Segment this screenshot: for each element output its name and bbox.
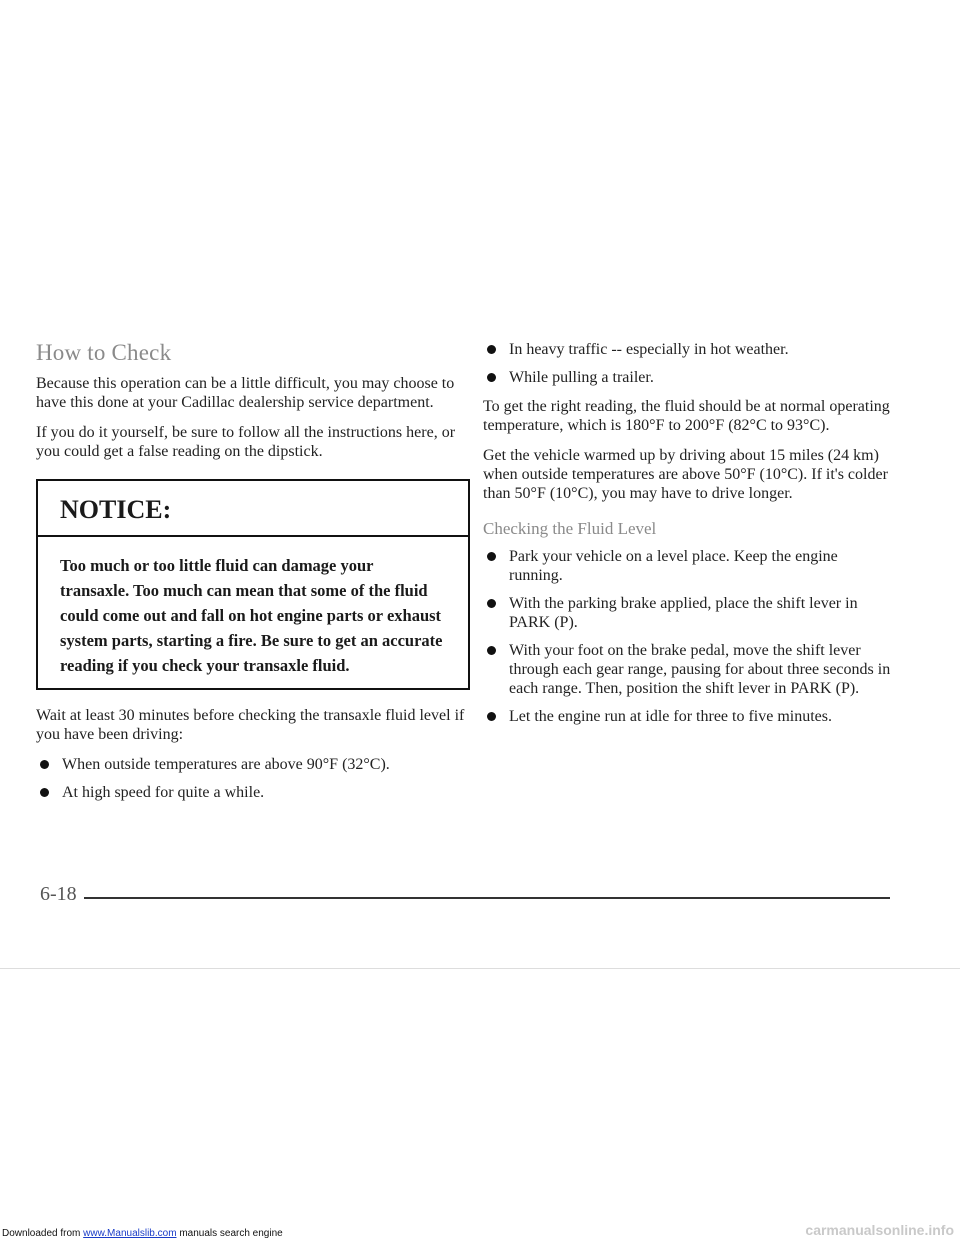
banner-suffix: manuals search engine: [179, 1228, 283, 1239]
list-item-text: With your foot on the brake pedal, move the shift lever through each gear range, pausing for about three seconds in each range. Then, position the shift lever in PARK (P).: [509, 642, 891, 697]
notice-box: [36, 479, 470, 690]
list-item-text: With the parking brake applied, place the shift lever in PARK (P).: [509, 595, 858, 631]
list-item-text: When outside temperatures are above 90°F (32°C).: [62, 756, 390, 773]
right-column: [483, 340, 893, 736]
footer-rule: [84, 897, 890, 899]
bullet-icon: [487, 646, 496, 655]
watermark: carmanualsonline.info: [805, 1222, 954, 1238]
list-item: [483, 594, 893, 632]
download-banner: [2, 1228, 283, 1239]
list-item: [36, 755, 470, 774]
bullet-icon: [40, 760, 49, 769]
condition-list-continued: [483, 340, 893, 387]
intro-paragraph: Because this operation can be a little difficult, you may choose to have this done at your Cadillac dealership service department.: [36, 375, 455, 411]
intro-paragraph: If you do it yourself, be sure to follow all the instructions here, or you could get a false reading on the dipstick.: [36, 424, 456, 460]
page-footer: [40, 883, 890, 913]
list-item-text: While pulling a trailer.: [509, 369, 654, 386]
temperature-paragraph: To get the right reading, the fluid should be at normal operating temperature, which is 180°F to 200°F (82°C to 93°C).: [483, 398, 890, 434]
bullet-icon: [487, 712, 496, 721]
list-item: [36, 783, 470, 802]
scan-edge-line: [0, 968, 960, 969]
list-item-text: At high speed for quite a while.: [62, 784, 265, 801]
warmup-paragraph: Get the vehicle warmed up by driving about 15 miles (24 km) when outside temperatures are above 50°F (10°C). If it's colder than 50°F (10°C), you may have to drive longer.: [483, 447, 888, 502]
left-column: [36, 340, 470, 812]
list-item-text: Park your vehicle on a level place. Keep the engine running.: [509, 548, 838, 584]
list-item: [483, 340, 893, 359]
list-item: [483, 547, 893, 585]
steps-list: [483, 547, 893, 726]
bullet-icon: [487, 373, 496, 382]
notice-body: Too much or too little fluid can damage your transaxle. Too much can mean that some of the fluid could come out and fall on hot engine parts or exhaust system parts, starting a fire. Be sure to get an accurate reading if you check your transaxle fluid.: [60, 556, 443, 675]
bullet-icon: [487, 552, 496, 561]
list-item: [483, 368, 893, 387]
manualslib-link[interactable]: www.Manualslib.com: [83, 1228, 177, 1239]
bullet-icon: [40, 788, 49, 797]
banner-prefix: Downloaded from: [2, 1228, 81, 1239]
condition-list: [36, 755, 470, 802]
wait-paragraph: Wait at least 30 minutes before checking the transaxle fluid level if you have been driving:: [36, 707, 465, 743]
list-item: [483, 707, 893, 726]
list-item-text: In heavy traffic -- especially in hot weather.: [509, 341, 789, 358]
list-item: [483, 641, 893, 698]
list-item-text: Let the engine run at idle for three to five minutes.: [509, 708, 832, 725]
page-number: 6-18: [40, 883, 77, 905]
bullet-icon: [487, 345, 496, 354]
notice-title: NOTICE:: [38, 481, 468, 537]
section-heading: How to Check: [36, 340, 172, 365]
bullet-icon: [487, 599, 496, 608]
subsection-heading: Checking the Fluid Level: [483, 519, 657, 538]
